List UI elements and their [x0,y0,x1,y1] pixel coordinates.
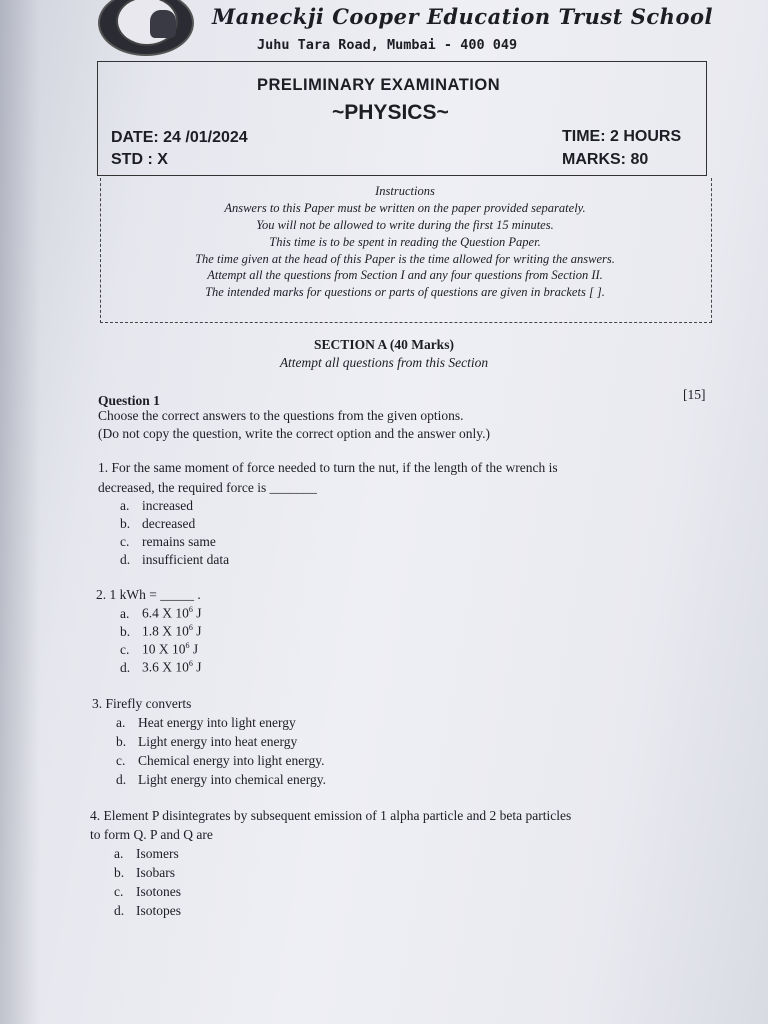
instruction-line: The time given at the head of this Paper is the time allowed for writing the answers. [195,252,615,266]
question-instruction: Choose the correct answers to the questions from the given options. [98,408,464,423]
option-letter: c. [120,641,130,657]
instructions-heading: Instructions [375,184,435,198]
question-stem: 4. Element P disintegrates by subsequent emission of 1 alpha particle and 2 beta particles [90,808,572,823]
option-item [120,552,229,568]
option-exponent: 6 [188,659,193,668]
option-text: insufficient data [142,552,230,567]
instruction-line: The intended marks for questions or parts of questions are given in brackets [ ]. [205,285,605,299]
instruction-line: You will not be allowed to write during the first 15 minutes. [256,218,554,232]
section-title: SECTION A (40 Marks) [314,337,454,352]
question-stem: to form Q. P and Q are [90,827,213,842]
option-letter: c. [114,884,124,899]
option-exponent: 6 [188,605,193,614]
exam-title: PRELIMINARY EXAMINATION [257,76,501,94]
option-item [114,903,181,919]
option-text: increased [142,498,193,513]
option-exponent: 6 [188,623,193,632]
option-exponent: 6 [185,641,190,650]
option-item [114,884,181,900]
option-text: 10 X 10 [142,641,186,657]
option-letter: a. [120,605,130,621]
option-item [114,846,179,862]
school-name: Maneckji Cooper Education Trust School [212,4,713,29]
option-unit: J [189,641,199,657]
option-letter: b. [120,516,131,531]
option-item [116,734,297,750]
option-letter: d. [120,552,131,567]
option-text: 3.6 X 10 [142,659,189,675]
question-marks: [15] [683,387,706,402]
school-address: Juhu Tara Road, Mumbai - 400 049 [257,37,518,53]
option-text: Chemical energy into light energy. [138,753,325,768]
section-subtitle: Attempt all questions from this Section [279,355,489,370]
question-stem: 3. Firefly converts [92,696,192,711]
option-letter: b. [120,623,131,639]
option-unit: J [192,605,202,621]
option-text: Light energy into chemical energy. [138,772,326,787]
instructions-box [100,178,712,323]
option-letter: d. [120,659,131,675]
option-letter: a. [116,715,126,730]
exam-date: DATE: 24 /01/2024 [111,129,248,146]
option-text: 6.4 X 10 [142,605,189,621]
subject-title: ~PHYSICS~ [332,101,449,124]
page-edge-shadow [0,0,40,1024]
option-letter: d. [114,903,125,918]
question-title: Question 1 [98,393,160,408]
option-text: Isotopes [136,903,181,918]
option-text: decreased [142,516,196,531]
option-item [116,753,324,769]
exam-marks: MARKS: 80 [562,151,649,168]
option-item [120,534,216,550]
option-unit: J [192,659,202,675]
option-letter: c. [116,753,126,768]
option-letter: c. [120,534,130,549]
option-item [120,605,202,622]
option-item [120,516,195,532]
option-item [116,715,296,731]
option-item [114,865,175,881]
question-stem: 1. For the same moment of force needed to turn the nut, if the length of the wrench is [98,460,558,475]
instruction-line: Answers to this Paper must be written on the paper provided separately. [224,201,586,215]
question-stem: decreased, the required force is _______ [98,480,317,495]
option-letter: a. [114,846,124,861]
option-text: Isotones [136,884,181,899]
option-text: 1.8 X 10 [142,623,189,639]
option-text: Isobars [136,865,175,880]
question-instruction: (Do not copy the question, write the correct option and the answer only.) [98,426,491,441]
instruction-line: Attempt all the questions from Section I and any four questions from Section II. [207,268,603,282]
option-letter: b. [114,865,125,880]
option-text: Light energy into heat energy [138,734,298,749]
option-text: Isomers [136,846,179,861]
option-item [116,772,326,788]
option-item [120,623,202,640]
option-letter: d. [116,772,127,787]
option-item [120,498,193,514]
question-stem: 2. 1 kWh = _____ . [96,587,201,602]
option-item [120,641,198,658]
option-letter: b. [116,734,127,749]
option-text: Heat energy into light energy [138,715,296,730]
school-logo [98,0,194,56]
option-item [120,659,202,676]
option-unit: J [192,623,202,639]
exam-std: STD : X [111,151,168,168]
option-text: remains same [142,534,216,549]
option-letter: a. [120,498,130,513]
instruction-line: This time is to be spent in reading the Question Paper. [269,235,541,249]
exam-time: TIME: 2 HOURS [562,128,682,145]
